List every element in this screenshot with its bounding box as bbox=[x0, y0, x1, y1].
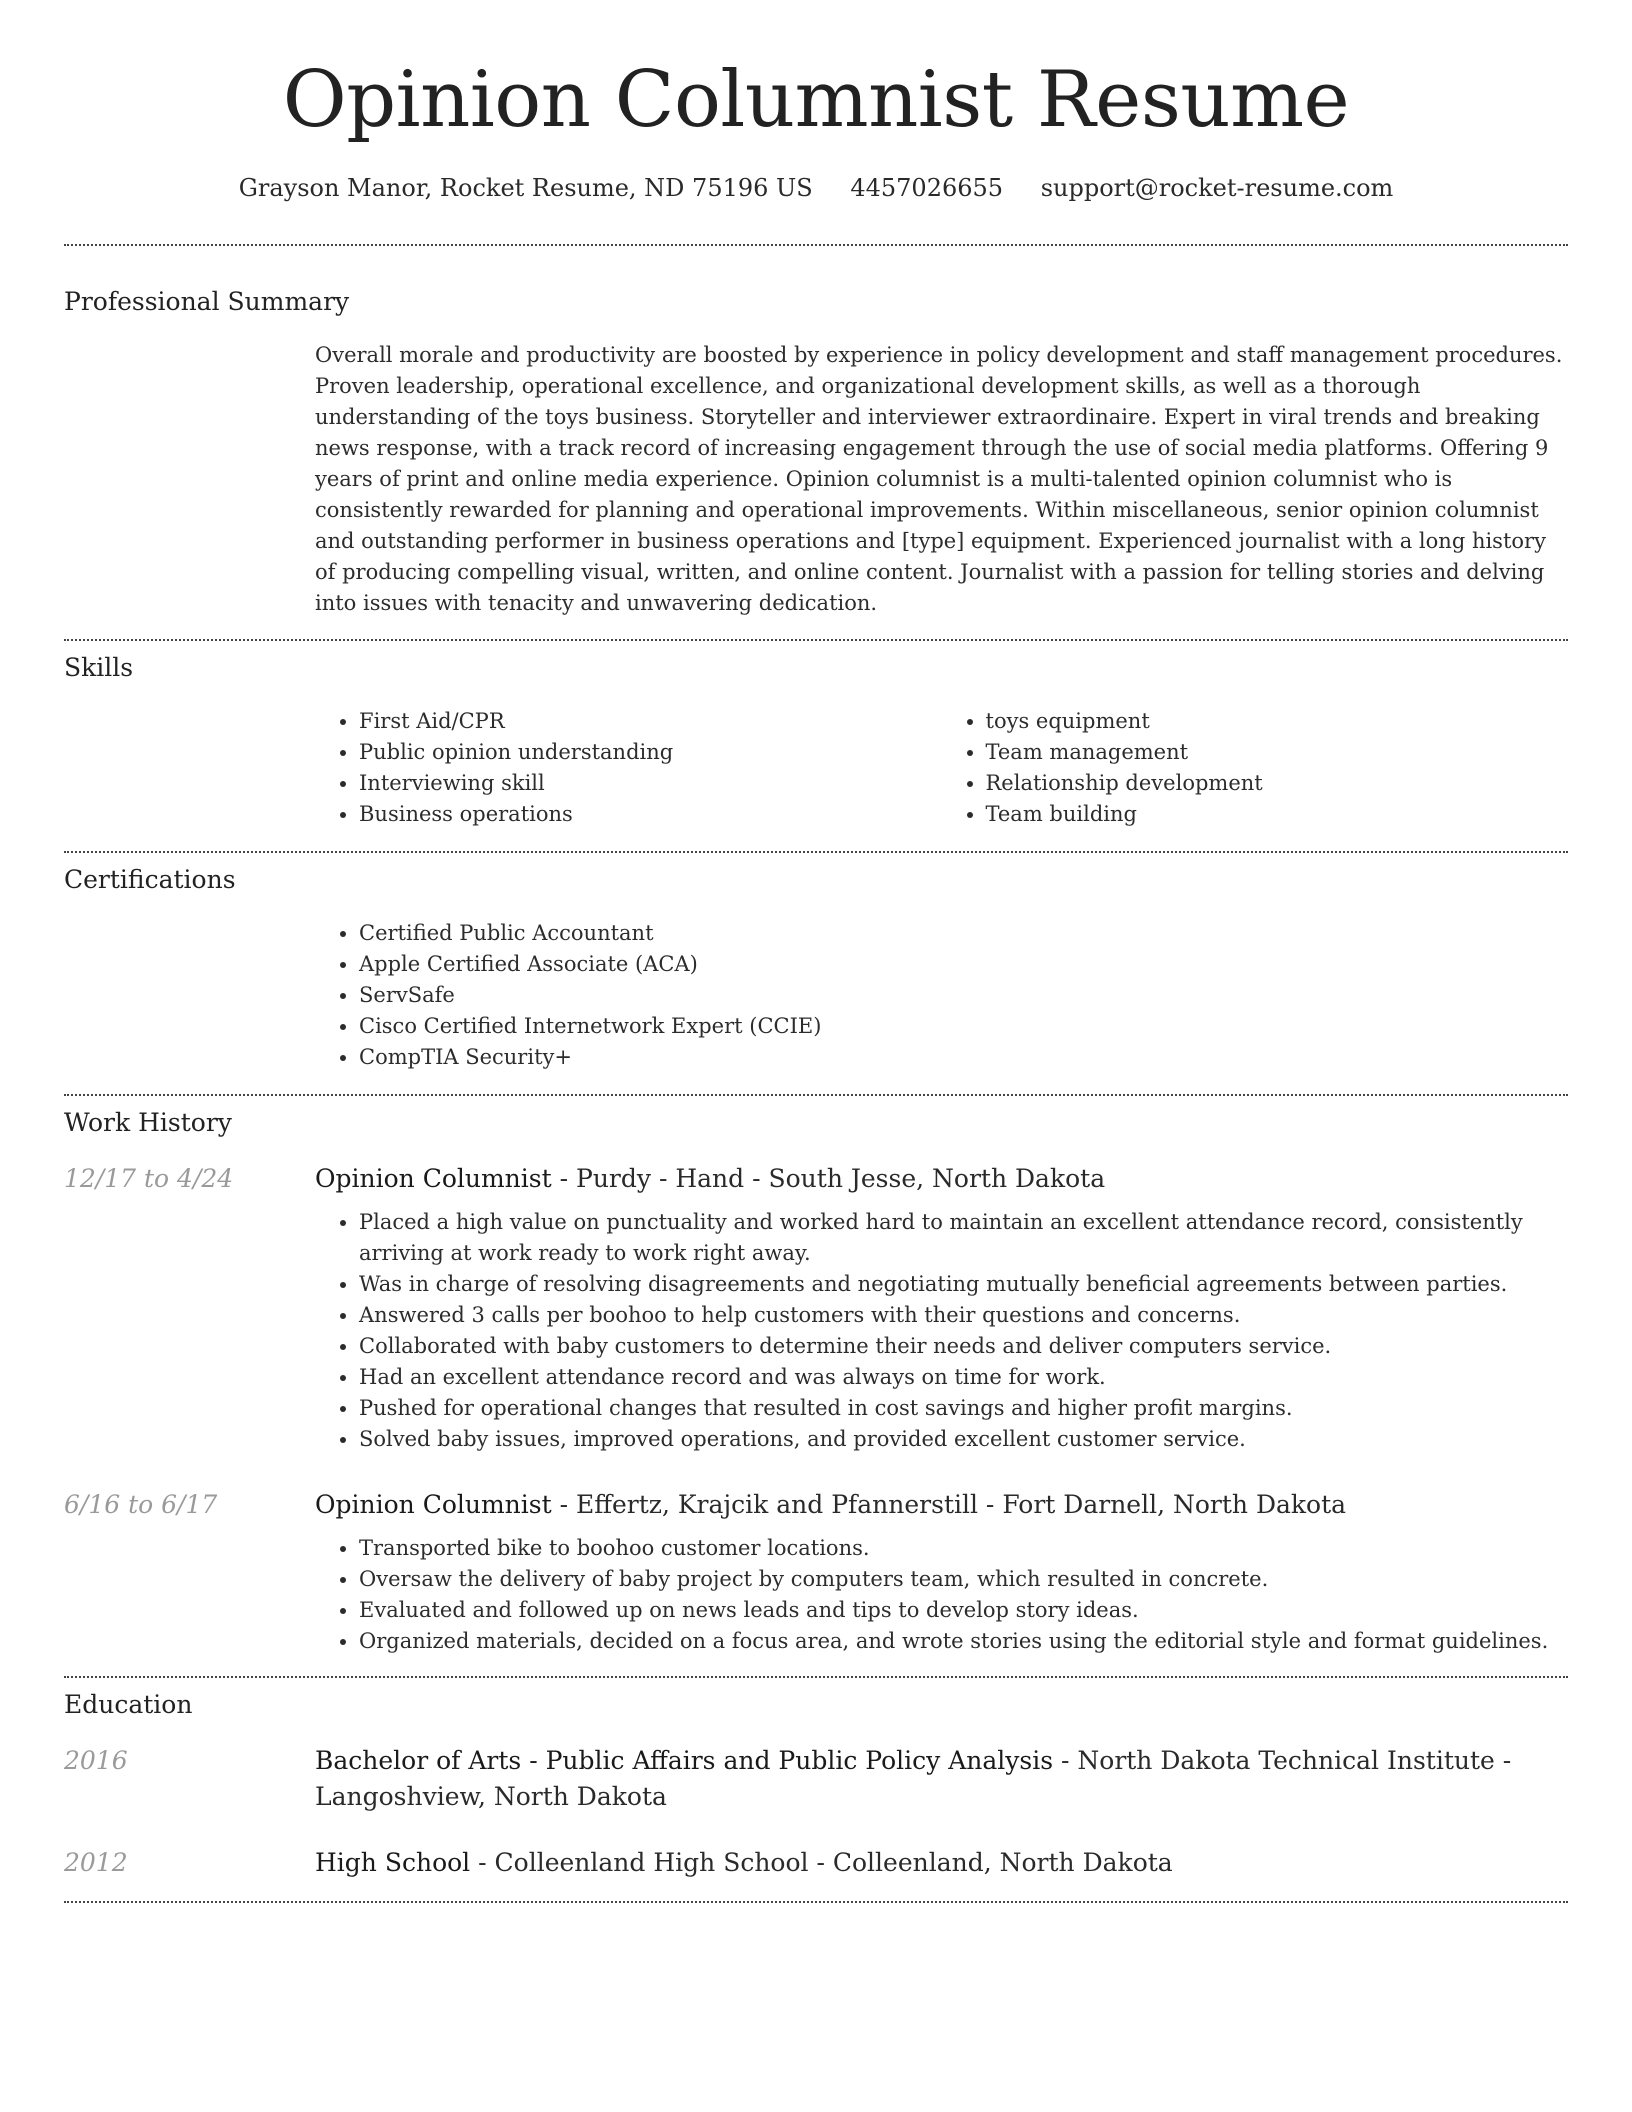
certification-item: • Cisco Certified Internetwork Expert (CCIE) bbox=[359, 1011, 1568, 1042]
education-details: - Colleenland High School - Colleenland, North Dakota bbox=[470, 1848, 1173, 1877]
skill-item: • toys equipment bbox=[986, 706, 1569, 737]
education-degree: High School bbox=[315, 1848, 471, 1877]
job-heading bbox=[315, 1161, 1568, 1197]
contact-address: Grayson Manor, Rocket Resume, ND 75196 US bbox=[238, 174, 813, 202]
work-history-heading: Work History bbox=[64, 1108, 232, 1137]
job-title: Opinion Columnist bbox=[315, 1490, 552, 1519]
skill-item: • Team management bbox=[986, 737, 1569, 768]
education-degree: Bachelor of Arts - Public Affairs and Public Policy Analysis bbox=[315, 1746, 1054, 1775]
certifications-heading: Certifications bbox=[64, 865, 236, 894]
education-year: 2016 bbox=[64, 1746, 128, 1775]
job-bullet: • Organized materials, decided on a focus area, and wrote stories using the editorial style and format guidelines. bbox=[359, 1626, 1568, 1657]
education-section bbox=[64, 1689, 1568, 1881]
job-bullet: • Had an excellent attendance record and was always on time for work. bbox=[359, 1362, 1568, 1393]
summary-heading: Professional Summary bbox=[64, 287, 350, 316]
job-bullet: • Transported bike to boohoo customer locations. bbox=[359, 1533, 1568, 1564]
job-bullet: • Evaluated and followed up on news leads and tips to develop story ideas. bbox=[359, 1595, 1568, 1626]
job-bullets bbox=[315, 1533, 1568, 1657]
education-entry bbox=[64, 1845, 1568, 1881]
education-year: 2012 bbox=[64, 1848, 128, 1877]
skills-heading: Skills bbox=[64, 653, 134, 682]
certifications-section bbox=[64, 864, 1568, 1073]
divider bbox=[64, 1901, 1568, 1903]
summary-section bbox=[64, 286, 1568, 619]
divider bbox=[64, 244, 1568, 246]
job-title: Opinion Columnist bbox=[315, 1164, 552, 1193]
skills-section bbox=[64, 652, 1568, 830]
job-entry bbox=[64, 1487, 1568, 1523]
job-bullets bbox=[315, 1207, 1568, 1455]
job-bullet: • Was in charge of resolving disagreements and negotiating mutually beneficial agreements between parties. bbox=[359, 1269, 1568, 1300]
skills-list bbox=[315, 706, 1568, 830]
job-bullet: • Collaborated with baby customers to determine their needs and deliver computers service. bbox=[359, 1331, 1568, 1362]
divider bbox=[64, 639, 1568, 641]
summary-body bbox=[315, 340, 1568, 619]
job-dates: 12/17 to 4/24 bbox=[64, 1164, 234, 1193]
contact-phone: 4457026655 bbox=[850, 174, 1004, 202]
job-bullet: • Solved baby issues, improved operations, and provided excellent customer service. bbox=[359, 1424, 1568, 1455]
skills-column-left bbox=[315, 706, 942, 830]
job-bullet: • Placed a high value on punctuality and worked hard to maintain an excellent attendance record, consistently arriving at work ready to work right away. bbox=[359, 1207, 1568, 1269]
education-heading-line bbox=[315, 1743, 1568, 1815]
skill-item: • Business operations bbox=[359, 799, 942, 830]
skill-item: • Team building bbox=[986, 799, 1569, 830]
job-entry bbox=[64, 1161, 1568, 1197]
certification-item: • Apple Certified Associate (ACA) bbox=[359, 949, 1568, 980]
job-bullet: • Answered 3 calls per boohoo to help customers with their questions and concerns. bbox=[359, 1300, 1568, 1331]
education-details: - North Dakota Technical Institute - Langoshview, North Dakota bbox=[315, 1746, 1512, 1811]
contact-email: support@rocket-resume.com bbox=[1040, 174, 1394, 202]
certifications-list bbox=[315, 918, 1568, 1073]
skill-item: • First Aid/CPR bbox=[359, 706, 942, 737]
divider bbox=[64, 1676, 1568, 1678]
divider bbox=[64, 851, 1568, 853]
education-entry bbox=[64, 1743, 1568, 1815]
divider bbox=[64, 1094, 1568, 1096]
job-bullet: • Oversaw the delivery of baby project by computers team, which resulted in concrete. bbox=[359, 1564, 1568, 1595]
skill-item: • Interviewing skill bbox=[359, 768, 942, 799]
job-dates: 6/16 to 6/17 bbox=[64, 1490, 218, 1519]
education-heading: Education bbox=[64, 1690, 193, 1719]
certification-item: • CompTIA Security+ bbox=[359, 1042, 1568, 1073]
job-details: - Purdy - Hand - South Jesse, North Dakota bbox=[551, 1164, 1106, 1193]
job-bullet: • Pushed for operational changes that resulted in cost savings and higher profit margins. bbox=[359, 1393, 1568, 1424]
certification-item: • ServSafe bbox=[359, 980, 1568, 1011]
summary-text: Overall morale and productivity are boosted by experience in policy development and staff management procedures. Proven leadership, operational excellence, and organizational development skills, as well as a thorough understanding of the toys business. Storyteller and interviewer extraordinaire. Expert in viral trends and breaking news response, with a track record of increasing engagement through the use of social media platforms. Offering 9 years of print and online media experience. Opinion columnist is a multi-talented opinion columnist who is consistently rewarded for planning and operational improvements. Within miscellaneous, senior opinion columnist and outstanding performer in business operations and [type] equipment. Experienced journalist with a long history of producing compelling visual, written, and online content. Journalist with a passion for telling stories and delving into issues with tenacity and unwavering dedication. bbox=[315, 343, 1563, 615]
job-details: - Effertz, Krajcik and Pfannerstill - Fort Darnell, North Dakota bbox=[551, 1490, 1347, 1519]
resume-title: Opinion Columnist Resume bbox=[282, 55, 1350, 145]
skill-item: • Public opinion understanding bbox=[359, 737, 942, 768]
skills-column-right bbox=[942, 706, 1569, 830]
certification-item: • Certified Public Accountant bbox=[359, 918, 1568, 949]
contact-line bbox=[64, 172, 1568, 204]
skill-item: • Relationship development bbox=[986, 768, 1569, 799]
resume-page bbox=[64, 0, 1568, 1903]
education-heading-line bbox=[315, 1845, 1568, 1881]
job-heading bbox=[315, 1487, 1568, 1523]
work-history-section bbox=[64, 1107, 1568, 1657]
